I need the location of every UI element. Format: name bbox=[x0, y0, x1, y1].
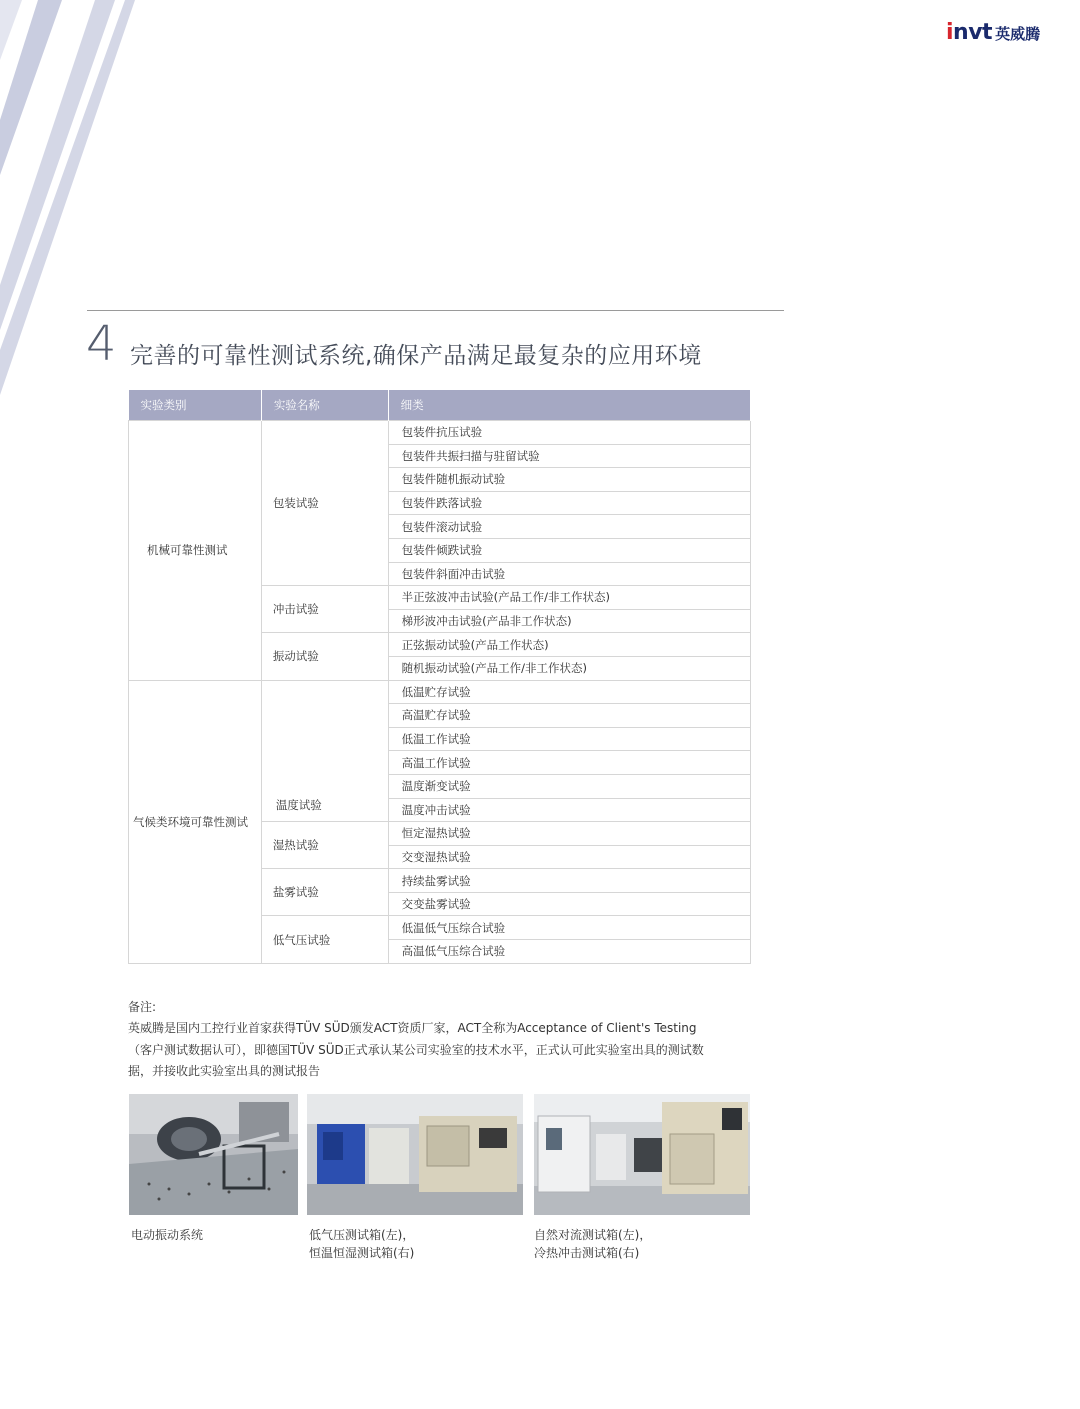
subtype-cell: 交变盐雾试验 bbox=[388, 892, 750, 916]
header-category: 实验类别 bbox=[129, 390, 262, 421]
header-subtype: 细类 bbox=[388, 390, 750, 421]
test-temperature: 温度试验 bbox=[261, 680, 388, 822]
subtype-cell: 持续盐雾试验 bbox=[388, 869, 750, 893]
brand-logo bbox=[946, 20, 1040, 45]
subtype-cell: 温度冲击试验 bbox=[388, 798, 750, 822]
test-salt-spray: 盐雾试验 bbox=[261, 869, 388, 916]
photo-convection-shock-chambers bbox=[534, 1094, 750, 1215]
section-divider bbox=[87, 310, 784, 311]
caption-line: 自然对流测试箱(左)， bbox=[534, 1228, 652, 1242]
subtype-cell: 包装件共振扫描与驻留试验 bbox=[388, 444, 750, 468]
subtype-cell: 高温贮存试验 bbox=[388, 704, 750, 728]
subtype-cell: 恒定湿热试验 bbox=[388, 822, 750, 846]
test-packaging: 包装试验 bbox=[261, 421, 388, 586]
test-low-pressure: 低气压试验 bbox=[261, 916, 388, 963]
logo-mark: invt bbox=[946, 20, 993, 45]
caption-photo-3 bbox=[534, 1226, 651, 1262]
note-title: 备注: bbox=[128, 1000, 157, 1014]
note-body: 英威腾是国内工控行业首家获得TÜV SÜD颁发ACT资质厂家，ACT全称为Acceptance of Client's Testing（客户测试数据认可），即德国TÜV SÜD正式承认某公司实验室的技术水平，正式认可此实验室出具的测试数据，并接收此实验室出具的测试报告 bbox=[128, 1021, 704, 1078]
subtype-cell: 高温工作试验 bbox=[388, 751, 750, 775]
subtype-cell: 包装件随机振动试验 bbox=[388, 468, 750, 492]
test-shock: 冲击试验 bbox=[261, 586, 388, 633]
subtype-cell: 低温工作试验 bbox=[388, 727, 750, 751]
table-row bbox=[129, 421, 751, 445]
section-title: 完善的可靠性测试系统,确保产品满足最复杂的应用环境 bbox=[130, 343, 702, 369]
table-header-row bbox=[129, 390, 751, 421]
caption-photo-1 bbox=[131, 1226, 203, 1244]
subtype-cell: 高温低气压综合试验 bbox=[388, 940, 750, 964]
subtype-cell: 交变湿热试验 bbox=[388, 845, 750, 869]
category-mechanical: 机械可靠性测试 bbox=[129, 421, 262, 681]
caption-photo-2 bbox=[309, 1226, 414, 1262]
subtype-cell: 包装件抗压试验 bbox=[388, 421, 750, 445]
test-damp-heat: 湿热试验 bbox=[261, 822, 388, 869]
subtype-cell: 随机振动试验(产品工作/非工作状态) bbox=[388, 656, 750, 680]
subtype-cell: 半正弦波冲击试验(产品工作/非工作状态) bbox=[388, 586, 750, 610]
subtype-cell: 包装件斜面冲击试验 bbox=[388, 562, 750, 586]
caption-line: 电动振动系统 bbox=[131, 1228, 204, 1242]
test-vibration: 振动试验 bbox=[261, 633, 388, 680]
photo-pressure-humidity-chambers bbox=[307, 1094, 523, 1215]
caption-line: 低气压测试箱(左)， bbox=[309, 1228, 415, 1242]
caption-line: 恒温恒湿测试箱(右) bbox=[309, 1246, 415, 1260]
subtype-cell: 包装件滚动试验 bbox=[388, 515, 750, 539]
category-climate: 气候类环境可靠性测试 bbox=[129, 680, 262, 963]
subtype-cell: 低温低气压综合试验 bbox=[388, 916, 750, 940]
logo-chinese: 英威腾 bbox=[995, 25, 1041, 43]
caption-line: 冷热冲击测试箱(右) bbox=[534, 1246, 640, 1260]
subtype-cell: 包装件跌落试验 bbox=[388, 491, 750, 515]
subtype-cell: 温度渐变试验 bbox=[388, 774, 750, 798]
subtype-cell: 正弦振动试验(产品工作状态) bbox=[388, 633, 750, 657]
table-row bbox=[129, 680, 751, 704]
subtype-cell: 包装件倾跌试验 bbox=[388, 538, 750, 562]
reliability-test-table bbox=[128, 390, 751, 964]
header-test-name: 实验名称 bbox=[261, 390, 388, 421]
section-number: 4 bbox=[86, 316, 117, 372]
subtype-cell: 梯形波冲击试验(产品非工作状态) bbox=[388, 609, 750, 633]
subtype-cell: 低温贮存试验 bbox=[388, 680, 750, 704]
photo-vibration-system bbox=[129, 1094, 298, 1215]
